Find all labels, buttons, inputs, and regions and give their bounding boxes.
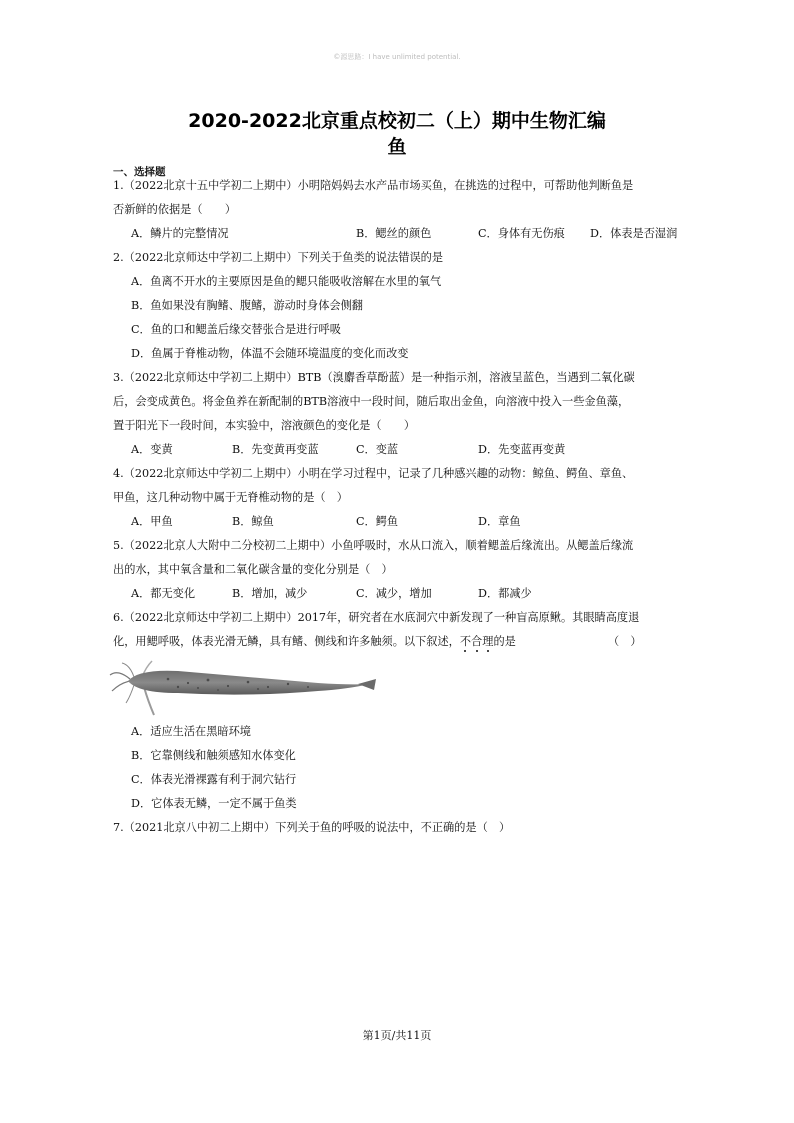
option-d: D．章鱼 [478, 515, 521, 528]
section-heading: 一、选择题 [113, 166, 166, 178]
question-2-option-a: A．鱼离不开水的主要原因是鱼的鳃只能吸收溶解在水里的氧气 [131, 275, 442, 288]
question-6-option-a: A．适应生活在黑暗环境 [131, 725, 251, 738]
emphasis-char: 不 [459, 635, 472, 648]
question-1-text-cont: 否新鲜的依据是（ ） [113, 203, 237, 216]
option-c: C．身体有无伤痕 [478, 227, 565, 240]
question-5-text: 5.（2022北京人大附中二分校初二上期中）小鱼呼吸时，水从口流入，顺着鳃盖后缘流出。从鳃盖后缘流 [113, 539, 634, 552]
question-3-text: 3.（2022北京师达中学初二上期中）BTB（溴麝香草酚蓝）是一种指示剂，溶液呈蓝色，当遇到二氧化碳 [113, 371, 635, 384]
question-3-text-cont: 后，会变成黄色。将金鱼养在新配制的BTB溶液中一段时间，随后取出金鱼，向溶液中投入一些金鱼藻， [113, 395, 630, 408]
option-a: A．都无变化 [131, 587, 196, 600]
option-d: D．都减少 [478, 587, 532, 600]
watermark: ©源思路：I have unlimited potential. [333, 53, 461, 61]
question-2-option-b: B．鱼如果没有胸鳍、腹鳍，游动时身体会侧翻 [131, 299, 363, 312]
question-4-text: 4.（2022北京师达中学初二上期中）小明在学习过程中，记录了几种感兴趣的动物：鲸鱼、鳄鱼、章鱼、 [113, 467, 634, 480]
blind-loach-image [108, 657, 376, 717]
question-3-text-cont2: 置于阳光下一段时间，本实验中，溶液颜色的变化是（ ） [113, 419, 416, 432]
option-c: C．变蓝 [356, 443, 399, 456]
question-2-text: 2.（2022北京师达中学初二上期中）下列关于鱼类的说法错误的是 [113, 251, 444, 264]
emphasis-char: 理 [482, 635, 494, 648]
option-c: C．鳄鱼 [356, 515, 399, 528]
question-6-option-b: B．它靠侧线和触须感知水体变化 [131, 749, 296, 762]
question-6-text-part: 化，用鳃呼吸，体表光滑无鳞，具有鳍、侧线和许多触须。以下叙述， [113, 635, 460, 648]
question-5-text-cont: 出的水，其中氧含量和二氧化碳含量的变化分别是（ ） [113, 563, 393, 576]
page-subtitle: 鱼 [387, 136, 407, 158]
page-title: 2020-2022北京重点校初二（上）期中生物汇编 [188, 110, 606, 132]
question-6-text: 6.（2022北京师达中学初二上期中）2017年，研究者在水底洞穴中新发现了一种盲高原鳅。其眼睛高度退 [113, 611, 640, 624]
question-1-text: 1.（2022北京十五中学初二上期中）小明陪妈妈去水产品市场买鱼，在挑选的过程中，可帮助他判断鱼是 [113, 179, 634, 192]
option-a: A．鳞片的完整情况 [131, 227, 229, 240]
option-a: A．变黄 [131, 443, 173, 456]
emphasis-char: 合 [471, 635, 483, 648]
question-6-text-cont [113, 634, 516, 650]
option-b: B．鲸鱼 [232, 515, 274, 528]
question-6-answer-paren: （ ） [608, 635, 642, 648]
page-footer: 第1页/共11页 [362, 1029, 432, 1042]
question-6-text-part: 的是 [493, 635, 516, 648]
question-2-option-d: D．鱼属于脊椎动物，体温不会随环境温度的变化而改变 [131, 347, 409, 360]
question-6-option-d: D．它体表无鳞，一定不属于鱼类 [131, 797, 297, 810]
option-d: D．体表是否湿润 [590, 227, 678, 240]
option-b: B．增加，减少 [232, 587, 308, 600]
question-7-text: 7.（2021北京八中初二上期中）下列关于鱼的呼吸的说法中，不正确的是（ ） [113, 821, 511, 834]
question-4-text-cont: 甲鱼，这几种动物中属于无脊椎动物的是（ ） [113, 491, 348, 504]
option-b: B．鳃丝的颜色 [356, 227, 432, 240]
option-c: C．减少，增加 [356, 587, 432, 600]
option-d: D．先变蓝再变黄 [478, 443, 566, 456]
question-6-option-c: C．体表光滑裸露有利于洞穴钻行 [131, 773, 297, 786]
question-2-option-c: C．鱼的口和鳃盖后缘交替张合是进行呼吸 [131, 323, 341, 336]
option-b: B．先变黄再变蓝 [232, 443, 319, 456]
option-a: A．甲鱼 [131, 515, 173, 528]
